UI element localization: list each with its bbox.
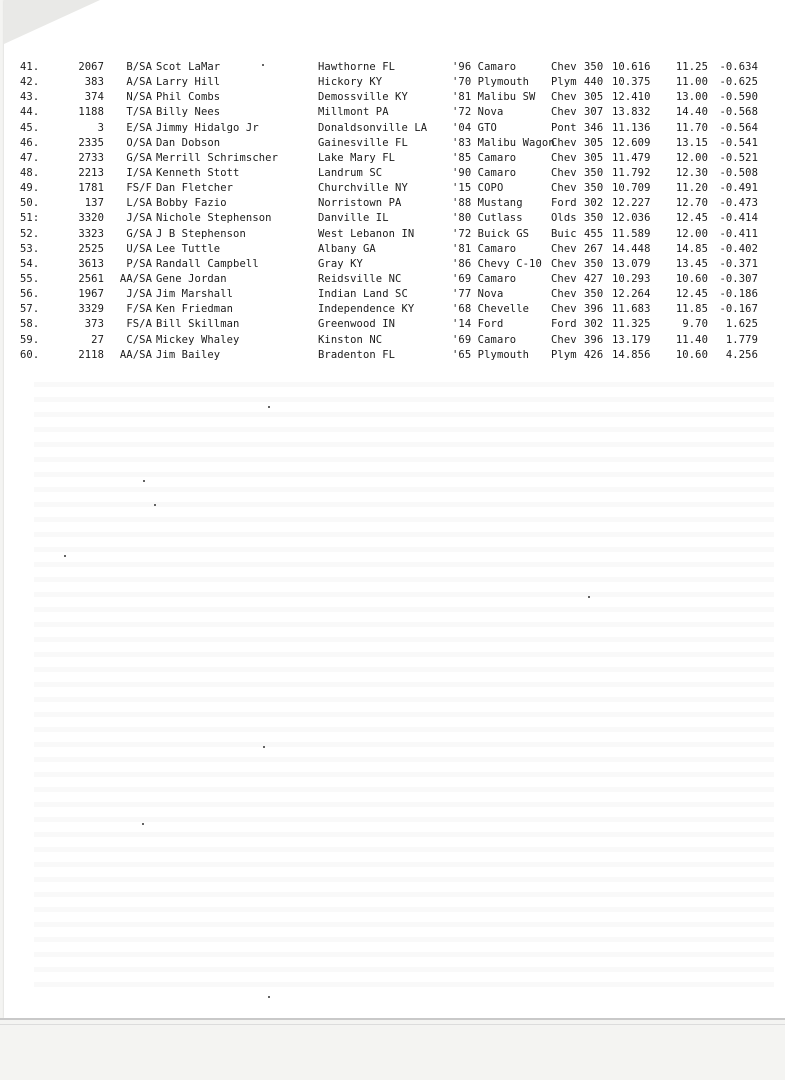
cell-name: Kenneth Stott (156, 166, 240, 179)
cell-city: Hickory KY (318, 76, 383, 89)
results-table (0, 60, 785, 363)
cell-pos: 47. (20, 151, 40, 164)
scan-speck (64, 555, 66, 557)
cell-et: 14.448 (612, 242, 651, 255)
cell-entry: 3320 (78, 212, 104, 225)
cell-entry: 374 (84, 91, 104, 104)
cell-entry: 373 (84, 318, 104, 331)
cell-cid: 350 (584, 166, 604, 179)
cell-entry: 383 (84, 76, 104, 89)
table-row (0, 166, 785, 181)
table-row (0, 60, 785, 75)
cell-et: 11.136 (612, 121, 651, 134)
cell-city: Donaldsonville LA (318, 121, 428, 134)
cell-pos: 49. (20, 182, 40, 195)
cell-dial: 9.70 (682, 318, 708, 331)
cell-name: Nichole Stephenson (156, 212, 272, 225)
cell-dial: 11.00 (675, 76, 708, 89)
cell-pos: 57. (20, 303, 40, 316)
cell-entry: 27 (91, 333, 104, 346)
cell-pos: 55. (20, 272, 40, 285)
scan-speck (263, 746, 265, 748)
cell-dial: 11.40 (675, 333, 708, 346)
cell-et: 10.709 (612, 182, 651, 195)
cell-city: Lake Mary FL (318, 151, 396, 164)
cell-et: 11.325 (612, 318, 651, 331)
cell-name: Phil Combs (156, 91, 221, 104)
cell-car: '69 Camaro (452, 333, 517, 346)
cell-class: O/SA (126, 136, 152, 149)
cell-class: N/SA (126, 91, 152, 104)
cell-diff: 1.779 (725, 333, 758, 346)
cell-make: Chev (551, 333, 577, 346)
cell-diff: -0.371 (719, 257, 758, 270)
table-row (0, 136, 785, 151)
cell-dial: 11.25 (675, 61, 708, 73)
scan-speck (143, 480, 145, 482)
cell-make: Olds (551, 212, 577, 225)
cell-diff: -0.541 (719, 136, 758, 149)
table-row (0, 181, 785, 196)
cell-dial: 13.45 (675, 257, 708, 270)
cell-entry: 1967 (78, 288, 104, 301)
cell-pos: 43. (20, 91, 40, 104)
cell-diff: -0.402 (719, 242, 758, 255)
cell-dial: 12.45 (675, 288, 708, 301)
cell-car: '72 Buick GS (452, 227, 530, 240)
cell-dial: 12.30 (675, 166, 708, 179)
cell-city: Independence KY (318, 303, 415, 316)
cell-cid: 307 (584, 106, 604, 119)
cell-dial: 12.00 (675, 227, 708, 240)
cell-dial: 13.00 (675, 91, 708, 104)
cell-et: 12.609 (612, 136, 651, 149)
cell-name: Merrill Schrimscher (156, 151, 279, 164)
cell-car: '81 Malibu SW (452, 91, 536, 104)
scan-speck (588, 596, 590, 598)
cell-make: Chev (551, 106, 577, 119)
cell-diff: -0.564 (719, 121, 758, 134)
cell-cid: 440 (584, 76, 604, 89)
table-row (0, 317, 785, 332)
cell-car: '14 Ford (452, 318, 504, 331)
cell-et: 10.375 (612, 76, 651, 89)
table-row (0, 151, 785, 166)
cell-make: Chev (551, 151, 577, 164)
cell-pos: 53. (20, 242, 40, 255)
table-row (0, 105, 785, 120)
cell-name: Mickey Whaley (156, 333, 240, 346)
cell-et: 13.179 (612, 333, 651, 346)
cell-dial: 10.60 (675, 272, 708, 285)
cell-et: 12.410 (612, 91, 651, 104)
cell-make: Chev (551, 288, 577, 301)
cell-name: Randall Campbell (156, 257, 259, 270)
cell-class: B/SA (126, 61, 152, 73)
cell-city: Gainesville FL (318, 136, 408, 149)
cell-city: Hawthorne FL (318, 61, 396, 73)
cell-cid: 396 (584, 303, 604, 316)
bleed-through-area (34, 372, 774, 992)
cell-diff: -0.411 (719, 227, 758, 240)
cell-et: 13.079 (612, 257, 651, 270)
cell-cid: 346 (584, 121, 604, 134)
cell-dial: 12.70 (675, 197, 708, 210)
cell-et: 11.589 (612, 227, 651, 240)
cell-car: '80 Cutlass (452, 212, 523, 225)
cell-cid: 302 (584, 197, 604, 210)
table-row (0, 75, 785, 90)
cell-name: Gene Jordan (156, 272, 227, 285)
cell-cid: 427 (584, 272, 604, 285)
cell-city: Landrum SC (318, 166, 383, 179)
cell-et: 10.293 (612, 272, 651, 285)
cell-pos: 42. (20, 76, 40, 89)
cell-dial: 14.85 (675, 242, 708, 255)
cell-make: Chev (551, 303, 577, 316)
cell-diff: 1.625 (725, 318, 758, 331)
cell-et: 12.264 (612, 288, 651, 301)
cell-car: '04 GTO (452, 121, 497, 134)
cell-make: Chev (551, 242, 577, 255)
cell-pos: 46. (20, 136, 40, 149)
cell-class: U/SA (126, 242, 152, 255)
cell-name: Jim Bailey (156, 348, 221, 361)
cell-name: Billy Nees (156, 106, 221, 119)
cell-pos: 59. (20, 333, 40, 346)
cell-car: '81 Camaro (452, 242, 517, 255)
cell-name: Larry Hill (156, 76, 221, 89)
table-row (0, 242, 785, 257)
table-row (0, 333, 785, 348)
cell-dial: 11.20 (675, 182, 708, 195)
cell-et: 11.792 (612, 166, 651, 179)
table-row (0, 196, 785, 211)
cell-city: Kinston NC (318, 333, 383, 346)
cell-et: 12.227 (612, 197, 651, 210)
table-row (0, 257, 785, 272)
cell-car: '70 Plymouth (452, 76, 530, 89)
cell-class: I/SA (126, 166, 152, 179)
cell-name: Dan Fletcher (156, 182, 234, 195)
cell-cid: 426 (584, 348, 604, 361)
cell-name: Lee Tuttle (156, 242, 221, 255)
cell-pos: 58. (20, 318, 40, 331)
cell-diff: -0.167 (719, 303, 758, 316)
cell-car: '90 Camaro (452, 166, 517, 179)
page-folded-corner (4, 0, 100, 44)
cell-cid: 305 (584, 151, 604, 164)
cell-diff: -0.186 (719, 288, 758, 301)
cell-et: 10.616 (612, 61, 651, 73)
cell-class: FS/F (126, 182, 152, 195)
cell-entry: 1188 (78, 106, 104, 119)
cell-diff: -0.508 (719, 166, 758, 179)
cell-class: T/SA (126, 106, 152, 119)
cell-class: G/SA (126, 227, 152, 240)
cell-entry: 2118 (78, 348, 104, 361)
cell-entry: 2213 (78, 166, 104, 179)
cell-cid: 302 (584, 318, 604, 331)
cell-diff: -0.521 (719, 151, 758, 164)
cell-et: 14.856 (612, 348, 651, 361)
cell-pos: 52. (20, 227, 40, 240)
cell-cid: 350 (584, 257, 604, 270)
cell-dial: 10.60 (675, 348, 708, 361)
cell-cid: 350 (584, 61, 604, 73)
cell-make: Chev (551, 182, 577, 195)
cell-name: J B Stephenson (156, 227, 246, 240)
cell-class: FS/A (126, 318, 152, 331)
cell-class: AA/SA (119, 348, 152, 361)
scan-speck (154, 504, 156, 506)
cell-entry: 137 (84, 197, 104, 210)
cell-diff: -0.625 (719, 76, 758, 89)
cell-name: Dan Dobson (156, 136, 221, 149)
cell-cid: 396 (584, 333, 604, 346)
cell-class: P/SA (126, 257, 152, 270)
cell-pos: 51: (20, 212, 40, 225)
cell-diff: -0.473 (719, 197, 758, 210)
cell-name: Jimmy Hidalgo Jr (156, 121, 259, 134)
cell-car: '69 Camaro (452, 272, 517, 285)
cell-pos: 45. (20, 121, 40, 134)
cell-make: Chev (551, 272, 577, 285)
cell-city: Norristown PA (318, 197, 402, 210)
cell-diff: -0.634 (719, 61, 758, 73)
cell-cid: 267 (584, 242, 604, 255)
cell-city: Greenwood IN (318, 318, 396, 331)
cell-et: 11.683 (612, 303, 651, 316)
cell-entry: 3613 (78, 257, 104, 270)
table-row (0, 211, 785, 226)
cell-city: Indian Land SC (318, 288, 408, 301)
cell-car: '65 Plymouth (452, 348, 530, 361)
cell-et: 12.036 (612, 212, 651, 225)
cell-name: Scot LaMar (156, 61, 221, 73)
cell-class: J/SA (126, 288, 152, 301)
cell-make: Pont (551, 121, 577, 134)
cell-dial: 13.15 (675, 136, 708, 149)
page-bottom-edge-shadow (0, 1024, 785, 1025)
cell-dial: 14.40 (675, 106, 708, 119)
cell-car: '77 Nova (452, 288, 504, 301)
cell-city: Danville IL (318, 212, 389, 225)
scan-speck (262, 64, 264, 66)
cell-et: 11.479 (612, 151, 651, 164)
cell-class: AA/SA (119, 272, 152, 285)
cell-class: J/SA (126, 212, 152, 225)
cell-pos: 41. (20, 61, 40, 73)
cell-car: '68 Chevelle (452, 303, 530, 316)
cell-make: Buic (551, 227, 577, 240)
cell-cid: 455 (584, 227, 604, 240)
cell-diff: -0.414 (719, 212, 758, 225)
cell-entry: 2067 (78, 61, 104, 73)
page-bottom-edge (0, 1018, 785, 1020)
cell-cid: 350 (584, 212, 604, 225)
cell-class: G/SA (126, 151, 152, 164)
cell-class: C/SA (126, 333, 152, 346)
cell-diff: 4.256 (725, 348, 758, 361)
cell-make: Plym (551, 348, 577, 361)
cell-name: Bill Skillman (156, 318, 240, 331)
cell-entry: 3329 (78, 303, 104, 316)
cell-city: Reidsville NC (318, 272, 402, 285)
cell-car: '96 Camaro (452, 61, 517, 73)
scan-speck (268, 996, 270, 998)
cell-cid: 305 (584, 136, 604, 149)
cell-make: Ford (551, 197, 577, 210)
cell-entry: 1781 (78, 182, 104, 195)
cell-pos: 44. (20, 106, 40, 119)
cell-dial: 12.45 (675, 212, 708, 225)
cell-class: A/SA (126, 76, 152, 89)
cell-pos: 50. (20, 197, 40, 210)
cell-city: West Lebanon IN (318, 227, 415, 240)
cell-diff: -0.307 (719, 272, 758, 285)
cell-dial: 12.00 (675, 151, 708, 164)
cell-car: '83 Malibu Wagon (452, 136, 555, 149)
scan-speck (268, 406, 270, 408)
cell-dial: 11.70 (675, 121, 708, 134)
cell-et: 13.832 (612, 106, 651, 119)
cell-make: Chev (551, 61, 577, 73)
cell-make: Plym (551, 76, 577, 89)
cell-city: Churchville NY (318, 182, 408, 195)
cell-car: '88 Mustang (452, 197, 523, 210)
cell-make: Chev (551, 257, 577, 270)
cell-car: '85 Camaro (452, 151, 517, 164)
cell-dial: 11.85 (675, 303, 708, 316)
cell-entry: 2335 (78, 136, 104, 149)
cell-cid: 350 (584, 182, 604, 195)
cell-city: Gray KY (318, 257, 363, 270)
table-row (0, 272, 785, 287)
cell-class: E/SA (126, 121, 152, 134)
cell-pos: 60. (20, 348, 40, 361)
cell-make: Ford (551, 318, 577, 331)
cell-entry: 3 (97, 121, 104, 134)
cell-entry: 2561 (78, 272, 104, 285)
cell-diff: -0.590 (719, 91, 758, 104)
cell-city: Demossville KY (318, 91, 408, 104)
cell-entry: 2525 (78, 242, 104, 255)
scan-speck (142, 823, 144, 825)
cell-car: '15 COPO (452, 182, 504, 195)
cell-make: Chev (551, 136, 577, 149)
cell-diff: -0.568 (719, 106, 758, 119)
cell-name: Jim Marshall (156, 288, 234, 301)
cell-class: F/SA (126, 303, 152, 316)
table-row (0, 348, 785, 363)
cell-city: Bradenton FL (318, 348, 396, 361)
cell-cid: 350 (584, 288, 604, 301)
cell-name: Bobby Fazio (156, 197, 227, 210)
cell-name: Ken Friedman (156, 303, 234, 316)
cell-city: Albany GA (318, 242, 376, 255)
cell-class: L/SA (126, 197, 152, 210)
cell-make: Chev (551, 166, 577, 179)
cell-city: Millmont PA (318, 106, 389, 119)
cell-pos: 48. (20, 166, 40, 179)
table-row (0, 287, 785, 302)
table-row (0, 302, 785, 317)
cell-diff: -0.491 (719, 182, 758, 195)
cell-entry: 3323 (78, 227, 104, 240)
cell-car: '72 Nova (452, 106, 504, 119)
cell-car: '86 Chevy C-10 (452, 257, 542, 270)
cell-pos: 56. (20, 288, 40, 301)
cell-entry: 2733 (78, 151, 104, 164)
cell-cid: 305 (584, 91, 604, 104)
cell-make: Chev (551, 91, 577, 104)
table-row (0, 90, 785, 105)
table-row (0, 227, 785, 242)
cell-pos: 54. (20, 257, 40, 270)
table-row (0, 121, 785, 136)
